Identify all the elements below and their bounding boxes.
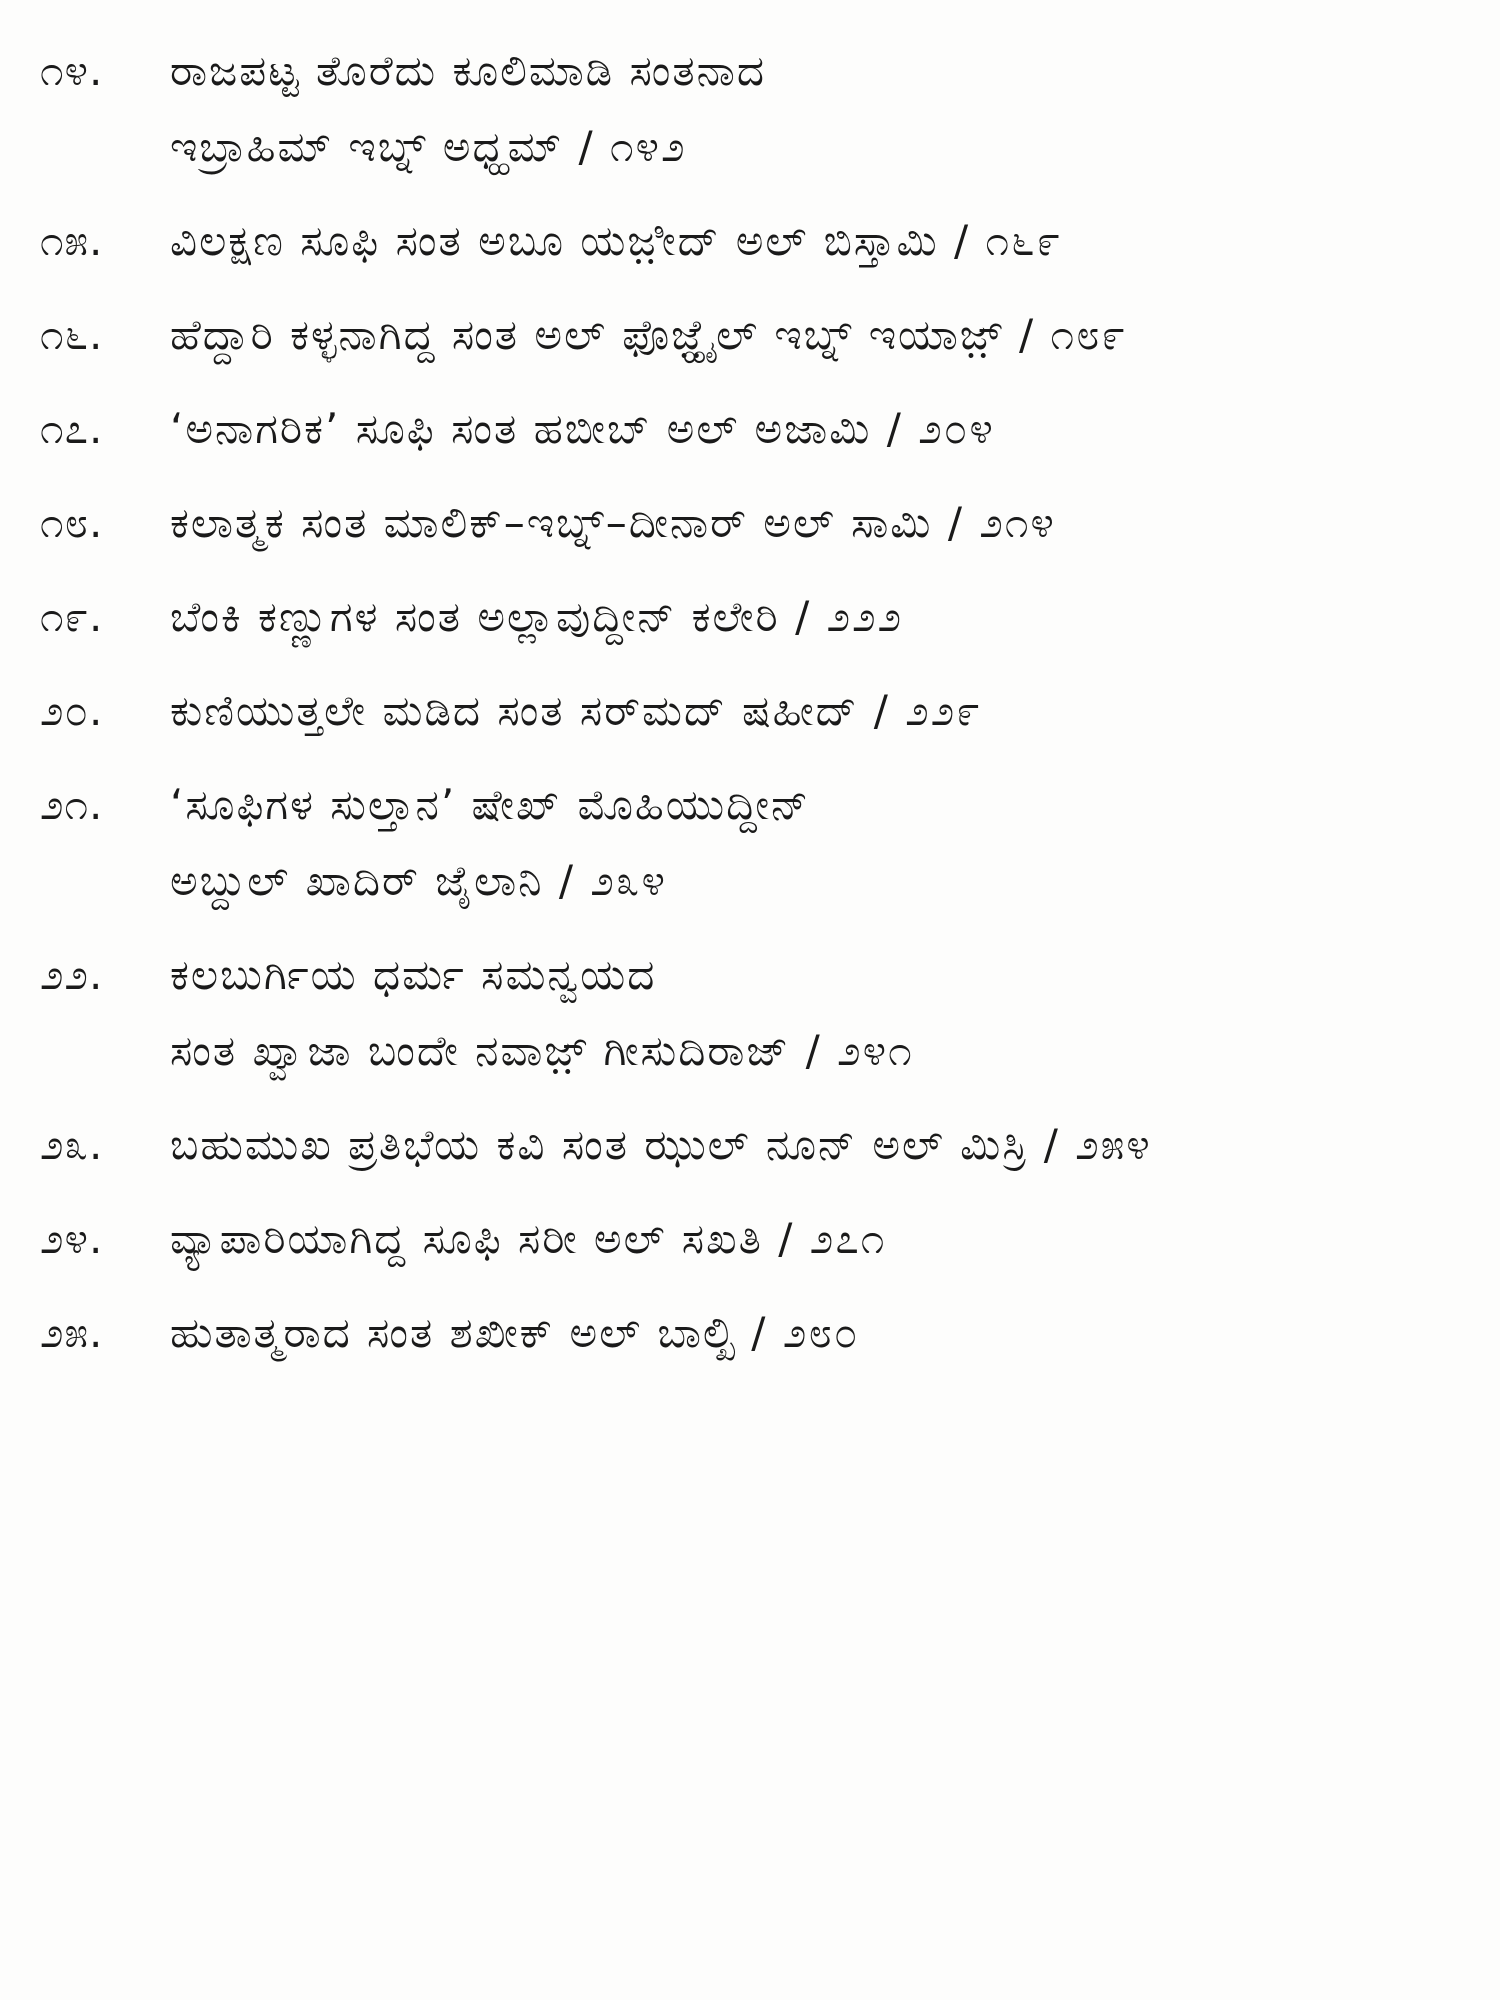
page-number: ೨೦೪ [918, 404, 995, 453]
page-number: ೨೨೨ [826, 592, 904, 641]
entry-number: ೨೪. [40, 1214, 104, 1263]
toc-entry [40, 1114, 1460, 1176]
entry-title-block [170, 492, 1460, 554]
page-separator: / [805, 1026, 822, 1075]
entry-title-line [170, 210, 1460, 272]
toc-entry [40, 1208, 1460, 1270]
entry-title-text: ಕಲಬುರ್ಗಿಯ ಧರ್ಮ ಸಮನ್ವಯದ [170, 950, 657, 999]
entry-title-text: ಹುತಾತ್ಮರಾದ ಸಂತ ಶಖೀಕ್ ಅಲ್ ಬಾಲ್ಖಿ [170, 1308, 736, 1357]
page-number: ೨೫೪ [1075, 1120, 1152, 1169]
page-number: ೨೮೦ [782, 1308, 860, 1357]
page-separator: / [795, 592, 812, 641]
page-number: ೧೪೨ [610, 122, 687, 171]
entry-title-block [170, 40, 1460, 178]
entry-title-text: ಹೆದ್ದಾರಿ ಕಳ್ಳನಾಗಿದ್ದ ಸಂತ ಅಲ್ ಫೊಜ಼್ಹೈಲ್ ಇಬ್ನ್ ಇಯಾಜ಼್ [170, 310, 1004, 359]
entry-title-line [170, 492, 1460, 554]
entry-number: ೧೮. [40, 498, 104, 547]
page-separator: / [558, 856, 576, 905]
entry-title-line [170, 774, 1460, 836]
entry-number: ೨೦. [40, 686, 104, 735]
entry-title-block [170, 398, 1460, 460]
entry-title-block [170, 586, 1460, 648]
toc-entry [40, 492, 1460, 554]
entry-title-block [170, 304, 1460, 366]
entry-title-line [170, 1302, 1460, 1364]
page-separator: / [1043, 1120, 1060, 1169]
toc-entry [40, 1302, 1460, 1364]
entry-number: ೨೫. [40, 1308, 104, 1357]
entry-title-block [170, 774, 1460, 912]
entry-title-text: ಇಬ್ರಾಹಿಮ್ ಇಬ್ನ್ ಅಧ್ಹಮ್ [170, 122, 564, 171]
entry-title-line [170, 304, 1460, 366]
entry-title-line [170, 1020, 1460, 1082]
entry-title-text: ವ್ಯಾಪಾರಿಯಾಗಿದ್ದ ಸೂಫಿ ಸರೀ ಅಲ್ ಸಖತಿ [170, 1214, 763, 1263]
page-separator: / [954, 216, 971, 265]
page-number: ೧೮೯ [1050, 310, 1128, 359]
entry-title-block [170, 944, 1460, 1082]
page-number: ೨೩೪ [590, 856, 667, 905]
toc-entry [40, 944, 1460, 1082]
toc-entry [40, 210, 1460, 272]
entry-title-text: ‘ಸೂಫಿಗಳ ಸುಲ್ತಾನ’ ಷೇಖ್ ಮೊಹಿಯುದ್ದೀನ್ [170, 780, 811, 829]
entry-title-text: ಬಹುಮುಖ ಪ್ರತಿಭೆಯ ಕವಿ ಸಂತ ಝುಲ್ ನೂನ್ ಅಲ್ ಮಿಸ್ರಿ [170, 1120, 1029, 1169]
entry-number: ೧೪. [40, 46, 104, 95]
entry-number: ೧೬. [40, 310, 104, 359]
page-separator: / [1019, 310, 1036, 359]
entry-number: ೧೯. [40, 592, 104, 641]
entry-title-text: ‘ಅನಾಗರಿಕ’ ಸೂಫಿ ಸಂತ ಹಬೀಬ್ ಅಲ್ ಅಜಾಮಿ [170, 404, 872, 453]
entry-title-block [170, 680, 1460, 742]
page-number: ೨೪೧ [837, 1026, 914, 1075]
toc-entry [40, 586, 1460, 648]
toc-entry [40, 680, 1460, 742]
table-of-contents [40, 40, 1460, 1396]
entry-title-line [170, 586, 1460, 648]
entry-title-text: ರಾಜಪಟ್ಟ ತೊರೆದು ಕೂಲಿಮಾಡಿ ಸಂತನಾದ [170, 46, 766, 95]
entry-title-block [170, 1302, 1460, 1364]
entry-title-text: ಕುಣಿಯುತ್ತಲೇ ಮಡಿದ ಸಂತ ಸರ್‌ಮದ್ ಷಹೀದ್ [170, 686, 859, 735]
entry-title-text: ಸಂತ ಖ್ವಾಜಾ ಬಂದೇ ನವಾಜ಼್ ಗೀಸುದಿರಾಜ್ [170, 1026, 791, 1075]
page-separator: / [751, 1308, 768, 1357]
entry-title-line [170, 1208, 1460, 1270]
entry-title-line [170, 680, 1460, 742]
entry-title-text: ಬೆಂಕಿ ಕಣ್ಣುಗಳ ಸಂತ ಅಲ್ಲಾವುದ್ದೀನ್ ಕಲೇರಿ [170, 592, 780, 641]
entry-number: ೧೫. [40, 216, 104, 265]
entry-title-line [170, 398, 1460, 460]
entry-title-line [170, 1114, 1460, 1176]
page-separator: / [873, 686, 890, 735]
page-number: ೧೬೯ [985, 216, 1063, 265]
toc-entry [40, 40, 1460, 178]
entry-title-line [170, 40, 1460, 102]
entry-title-text: ವಿಲಕ್ಷಣ ಸೂಫಿ ಸಂತ ಅಬೂ ಯಜ಼ೀದ್ ಅಲ್ ಬಿಸ್ತಾಮಿ [170, 216, 939, 265]
page-number: ೨೭೧ [809, 1214, 887, 1263]
page-separator: / [947, 498, 964, 547]
entry-number: ೨೧. [40, 780, 104, 829]
entry-title-block [170, 1114, 1460, 1176]
entry-number: ೧೭. [40, 404, 104, 453]
entry-number: ೨೨. [40, 950, 104, 999]
entry-title-block [170, 1208, 1460, 1270]
entry-title-line [170, 850, 1460, 912]
page-separator: / [778, 1214, 795, 1263]
entry-title-text: ಅಬ್ದುಲ್ ಖಾದಿರ್ ಜೈಲಾನಿ [170, 856, 544, 905]
entry-number: ೨೩. [40, 1120, 104, 1169]
entry-title-line [170, 944, 1460, 1006]
toc-entry [40, 304, 1460, 366]
entry-title-text: ಕಲಾತ್ಮಕ ಸಂತ ಮಾಲಿಕ್–ಇಬ್ನ್–ದೀನಾರ್ ಅಲ್ ಸಾಮಿ [170, 498, 933, 547]
page-number: ೨೧೪ [979, 498, 1056, 547]
entry-title-line [170, 116, 1460, 178]
page-separator: / [886, 404, 903, 453]
page-separator: / [578, 122, 595, 171]
toc-entry [40, 774, 1460, 912]
toc-entry [40, 398, 1460, 460]
entry-title-block [170, 210, 1460, 272]
page-number: ೨೨೯ [905, 686, 982, 735]
